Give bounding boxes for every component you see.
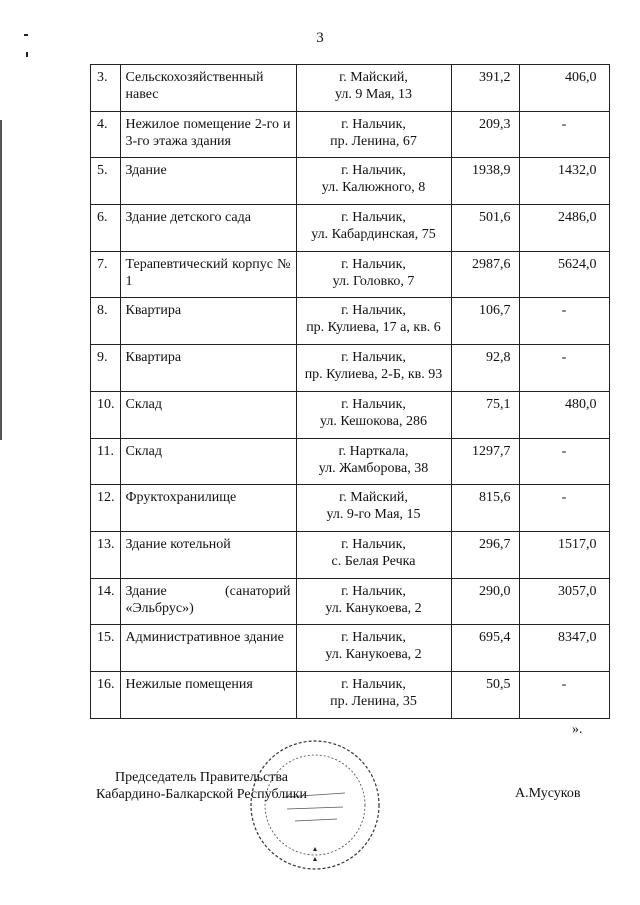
address-street: пр. Ленина, 35 bbox=[330, 693, 417, 709]
table-row bbox=[91, 625, 610, 672]
object-name: Здание bbox=[120, 158, 296, 205]
address-street: ул. Кабардинская, 75 bbox=[311, 227, 436, 243]
object-address bbox=[296, 438, 451, 485]
row-number: 6. bbox=[91, 205, 121, 252]
object-name: Здание (санаторий «Эльбрус») bbox=[120, 578, 296, 625]
signatory-block bbox=[96, 769, 307, 803]
object-value: 1432,0 bbox=[519, 158, 609, 205]
object-area: 296,7 bbox=[451, 531, 519, 578]
object-address bbox=[296, 205, 451, 252]
signatory-title-line1: Председатель Правительства bbox=[115, 770, 288, 785]
row-number: 10. bbox=[91, 391, 121, 438]
signatory-title-line2: Кабардино-Балкарской Республики bbox=[96, 787, 307, 802]
row-number: 11. bbox=[91, 438, 121, 485]
object-area: 1938,9 bbox=[451, 158, 519, 205]
address-city: г. Нальчик, bbox=[341, 630, 406, 646]
object-area: 92,8 bbox=[451, 345, 519, 392]
object-value: 406,0 bbox=[519, 65, 609, 112]
address-street: пр. Ленина, 67 bbox=[330, 133, 417, 149]
address-street: ул. Кешокова, 286 bbox=[320, 413, 427, 429]
address-street: ул. 9-го Мая, 15 bbox=[326, 507, 421, 523]
object-address bbox=[296, 111, 451, 158]
object-address bbox=[296, 671, 451, 718]
margin-mark bbox=[24, 34, 28, 36]
row-number: 3. bbox=[91, 65, 121, 112]
address-city: г. Нальчик, bbox=[341, 350, 406, 366]
table-row bbox=[91, 531, 610, 578]
object-name: Сельскохозяйственный навес bbox=[120, 65, 296, 112]
address-city: г. Нальчик, bbox=[341, 583, 406, 599]
property-table bbox=[90, 64, 610, 719]
object-address bbox=[296, 65, 451, 112]
address-street: ул. Канукоева, 2 bbox=[325, 600, 422, 616]
object-address bbox=[296, 158, 451, 205]
object-address bbox=[296, 625, 451, 672]
table-row bbox=[91, 578, 610, 625]
address-street: пр. Кулиева, 2-Б, кв. 93 bbox=[304, 367, 443, 383]
object-name: Склад bbox=[120, 438, 296, 485]
object-area: 75,1 bbox=[451, 391, 519, 438]
object-value: - bbox=[519, 345, 609, 392]
object-address bbox=[296, 298, 451, 345]
address-city: г. Нальчик, bbox=[341, 256, 406, 272]
address-street: ул. Жамборова, 38 bbox=[318, 460, 429, 476]
object-name: Квартира bbox=[120, 345, 296, 392]
object-value: 2486,0 bbox=[519, 205, 609, 252]
object-address bbox=[296, 578, 451, 625]
official-seal-icon bbox=[245, 735, 385, 875]
object-value: - bbox=[519, 485, 609, 532]
address-street: ул. Канукоева, 2 bbox=[325, 647, 422, 663]
object-area: 106,7 bbox=[451, 298, 519, 345]
table-row bbox=[91, 111, 610, 158]
table-row bbox=[91, 251, 610, 298]
address-city: г. Майский, bbox=[339, 70, 408, 85]
address-city: г. Нальчик, bbox=[341, 396, 406, 412]
address-street: ул. Головко, 7 bbox=[332, 273, 415, 289]
row-number: 16. bbox=[91, 671, 121, 718]
object-name: Нежилое помещение 2-го и 3-го этажа здания bbox=[120, 111, 296, 158]
object-area: 695,4 bbox=[451, 625, 519, 672]
row-number: 8. bbox=[91, 298, 121, 345]
object-area: 501,6 bbox=[451, 205, 519, 252]
object-area: 815,6 bbox=[451, 485, 519, 532]
object-value: 5624,0 bbox=[519, 251, 609, 298]
object-value: 480,0 bbox=[519, 391, 609, 438]
row-number: 12. bbox=[91, 485, 121, 532]
row-number: 5. bbox=[91, 158, 121, 205]
object-value: - bbox=[519, 111, 609, 158]
row-number: 9. bbox=[91, 345, 121, 392]
signatory-name: А.Мусуков bbox=[515, 786, 581, 801]
address-city: г. Нальчик, bbox=[341, 210, 406, 226]
object-name: Нежилые помещения bbox=[120, 671, 296, 718]
table-row bbox=[91, 438, 610, 485]
address-city: г. Нарткала, bbox=[338, 443, 409, 459]
row-number: 15. bbox=[91, 625, 121, 672]
object-area: 2987,6 bbox=[451, 251, 519, 298]
object-address bbox=[296, 391, 451, 438]
address-city: г. Нальчик, bbox=[341, 676, 406, 692]
object-name: Фруктохранилище bbox=[120, 485, 296, 532]
object-area: 391,2 bbox=[451, 65, 519, 112]
object-area: 290,0 bbox=[451, 578, 519, 625]
object-address bbox=[296, 251, 451, 298]
object-value: - bbox=[519, 298, 609, 345]
table-row bbox=[91, 298, 610, 345]
object-value: 1517,0 bbox=[519, 531, 609, 578]
address-city: г. Нальчик, bbox=[341, 163, 406, 179]
table-row bbox=[91, 671, 610, 718]
object-area: 1297,7 bbox=[451, 438, 519, 485]
table-row bbox=[91, 65, 610, 112]
table-row bbox=[91, 158, 610, 205]
address-street: ул. Калюжного, 8 bbox=[321, 180, 426, 196]
object-address bbox=[296, 485, 451, 532]
table-row bbox=[91, 485, 610, 532]
margin-mark bbox=[26, 52, 28, 57]
row-number: 14. bbox=[91, 578, 121, 625]
address-city: г. Нальчик, bbox=[341, 536, 406, 552]
object-area: 209,3 bbox=[451, 111, 519, 158]
object-area: 50,5 bbox=[451, 671, 519, 718]
table-row bbox=[91, 391, 610, 438]
object-value: - bbox=[519, 671, 609, 718]
address-street: пр. Кулиева, 17 а, кв. 6 bbox=[306, 320, 441, 336]
address-city: г. Нальчик, bbox=[341, 116, 406, 132]
object-name: Административное здание bbox=[120, 625, 296, 672]
object-value: - bbox=[519, 438, 609, 485]
closing-quote: ». bbox=[572, 722, 583, 737]
row-number: 7. bbox=[91, 251, 121, 298]
object-name: Терапевтический корпус № 1 bbox=[120, 251, 296, 298]
object-value: 8347,0 bbox=[519, 625, 609, 672]
object-name: Квартира bbox=[120, 298, 296, 345]
page-number: 3 bbox=[316, 30, 324, 46]
object-name: Здание котельной bbox=[120, 531, 296, 578]
row-number: 13. bbox=[91, 531, 121, 578]
address-street: ул. 9 Мая, 13 bbox=[335, 87, 412, 102]
address-street: с. Белая Речка bbox=[331, 553, 416, 569]
address-city: г. Нальчик, bbox=[341, 303, 406, 319]
object-name: Склад bbox=[120, 391, 296, 438]
object-address bbox=[296, 345, 451, 392]
object-value: 3057,0 bbox=[519, 578, 609, 625]
table-row bbox=[91, 345, 610, 392]
table-row bbox=[91, 205, 610, 252]
margin-mark bbox=[0, 120, 2, 440]
object-address bbox=[296, 531, 451, 578]
row-number: 4. bbox=[91, 111, 121, 158]
object-name: Здание детского сада bbox=[120, 205, 296, 252]
address-city: г. Майский, bbox=[339, 490, 408, 506]
